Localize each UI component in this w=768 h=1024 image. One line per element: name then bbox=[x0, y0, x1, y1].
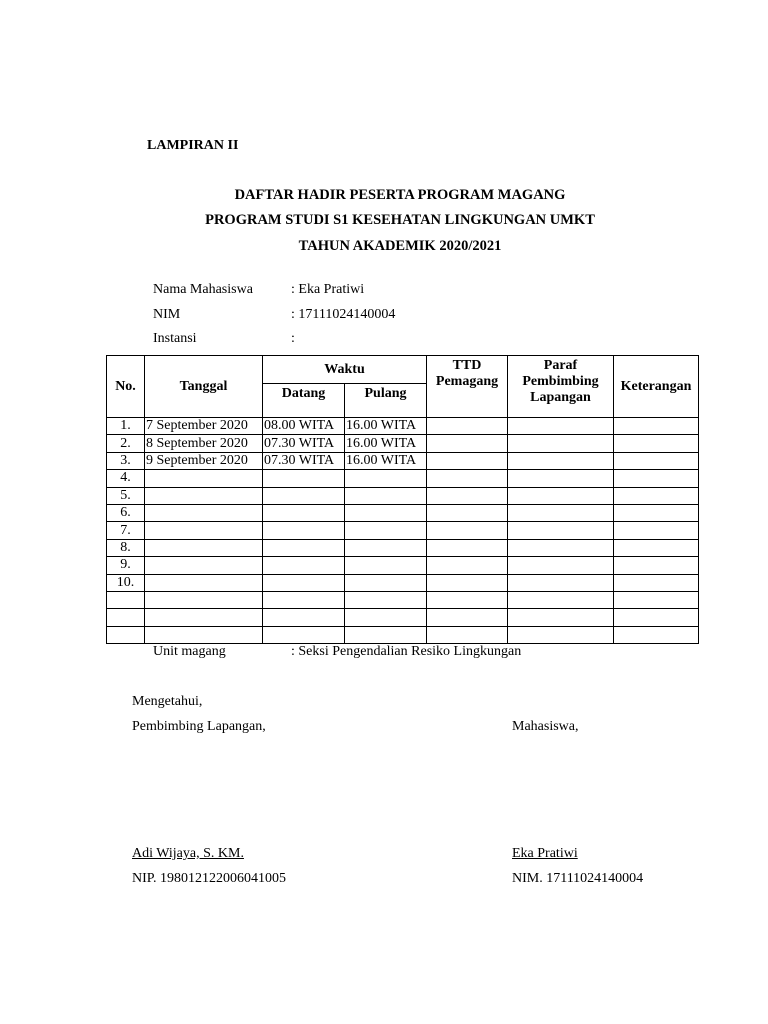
cell-keterangan bbox=[614, 418, 699, 435]
table-row bbox=[107, 609, 699, 626]
cell-pulang bbox=[345, 574, 427, 591]
cell-tanggal bbox=[145, 522, 263, 539]
cell-ttd bbox=[427, 522, 508, 539]
cell-tanggal bbox=[145, 539, 263, 556]
table-row bbox=[107, 539, 699, 556]
cell-paraf bbox=[508, 522, 614, 539]
cell-datang bbox=[263, 539, 345, 556]
title-line-3: TAHUN AKADEMIK 2020/2021 bbox=[298, 238, 502, 254]
table-row bbox=[107, 470, 699, 487]
cell-tanggal bbox=[145, 574, 263, 591]
cell-keterangan bbox=[614, 626, 699, 643]
cell-ttd bbox=[427, 574, 508, 591]
header-pulang: Pulang bbox=[345, 384, 427, 418]
cell-pulang bbox=[345, 557, 427, 574]
cell-ttd bbox=[427, 557, 508, 574]
cell-no: 10. bbox=[107, 574, 145, 591]
cell-tanggal bbox=[145, 609, 263, 626]
header-datang: Datang bbox=[263, 384, 345, 418]
cell-no bbox=[107, 591, 145, 608]
cell-keterangan bbox=[614, 487, 699, 504]
cell-ttd bbox=[427, 626, 508, 643]
cell-paraf bbox=[508, 418, 614, 435]
header-waktu: Waktu bbox=[263, 356, 427, 384]
cell-no: 4. bbox=[107, 470, 145, 487]
cell-datang bbox=[263, 557, 345, 574]
table-row bbox=[107, 435, 699, 452]
cell-no: 8. bbox=[107, 539, 145, 556]
cell-ttd bbox=[427, 487, 508, 504]
header-ttd bbox=[427, 356, 508, 418]
institution-label: Instansi bbox=[153, 331, 197, 346]
nim-value: : 17111024140004 bbox=[291, 307, 396, 322]
cell-tanggal bbox=[145, 557, 263, 574]
cell-keterangan bbox=[614, 539, 699, 556]
cell-ttd bbox=[427, 609, 508, 626]
cell-pulang bbox=[345, 470, 427, 487]
cell-paraf bbox=[508, 626, 614, 643]
institution-value: : bbox=[291, 331, 295, 346]
cell-paraf bbox=[508, 591, 614, 608]
attendance-table bbox=[106, 355, 699, 644]
cell-tanggal: 7 September 2020 bbox=[145, 418, 263, 435]
cell-no: 9. bbox=[107, 557, 145, 574]
cell-no: 7. bbox=[107, 522, 145, 539]
cell-pulang bbox=[345, 522, 427, 539]
table-row bbox=[107, 487, 699, 504]
student-role: Mahasiswa, bbox=[512, 719, 579, 734]
cell-no: 1. bbox=[107, 418, 145, 435]
table-row bbox=[107, 504, 699, 521]
table-row bbox=[107, 522, 699, 539]
unit-label: Unit magang bbox=[153, 644, 226, 659]
header-paraf-line3: Lapangan bbox=[530, 390, 591, 405]
cell-datang: 08.00 WITA bbox=[263, 418, 345, 435]
cell-datang bbox=[263, 504, 345, 521]
cell-no: 3. bbox=[107, 452, 145, 469]
cell-datang: 07.30 WITA bbox=[263, 435, 345, 452]
cell-tanggal: 9 September 2020 bbox=[145, 452, 263, 469]
cell-keterangan bbox=[614, 609, 699, 626]
supervisor-role: Pembimbing Lapangan, bbox=[132, 719, 266, 734]
cell-no bbox=[107, 609, 145, 626]
table-row bbox=[107, 591, 699, 608]
student-name: Eka Pratiwi bbox=[512, 846, 578, 861]
attendance-rows bbox=[107, 418, 699, 644]
cell-datang bbox=[263, 591, 345, 608]
cell-keterangan bbox=[614, 574, 699, 591]
header-paraf-line2: Pembimbing bbox=[522, 374, 599, 389]
cell-ttd bbox=[427, 504, 508, 521]
cell-pulang bbox=[345, 591, 427, 608]
title-line-2: PROGRAM STUDI S1 KESEHATAN LINGKUNGAN UMKT bbox=[205, 212, 595, 228]
cell-ttd bbox=[427, 435, 508, 452]
header-tanggal: Tanggal bbox=[145, 356, 263, 418]
cell-keterangan bbox=[614, 557, 699, 574]
cell-tanggal bbox=[145, 487, 263, 504]
cell-paraf bbox=[508, 452, 614, 469]
cell-pulang: 16.00 WITA bbox=[345, 418, 427, 435]
nim-label: NIM bbox=[153, 307, 181, 322]
cell-keterangan bbox=[614, 452, 699, 469]
cell-tanggal bbox=[145, 626, 263, 643]
cell-datang: 07.30 WITA bbox=[263, 452, 345, 469]
table-row bbox=[107, 626, 699, 643]
cell-tanggal bbox=[145, 504, 263, 521]
table-row bbox=[107, 574, 699, 591]
cell-tanggal bbox=[145, 591, 263, 608]
cell-keterangan bbox=[614, 504, 699, 521]
supervisor-name: Adi Wijaya, S. KM. bbox=[132, 846, 244, 861]
cell-datang bbox=[263, 574, 345, 591]
cell-paraf bbox=[508, 609, 614, 626]
cell-no: 5. bbox=[107, 487, 145, 504]
cell-paraf bbox=[508, 487, 614, 504]
name-value: : Eka Pratiwi bbox=[291, 282, 365, 297]
cell-paraf bbox=[508, 470, 614, 487]
table-row bbox=[107, 557, 699, 574]
cell-ttd bbox=[427, 418, 508, 435]
cell-ttd bbox=[427, 539, 508, 556]
cell-pulang: 16.00 WITA bbox=[345, 452, 427, 469]
header-no: No. bbox=[107, 356, 145, 418]
cell-keterangan bbox=[614, 470, 699, 487]
cell-pulang bbox=[345, 504, 427, 521]
cell-tanggal: 8 September 2020 bbox=[145, 435, 263, 452]
cell-ttd bbox=[427, 452, 508, 469]
cell-no: 2. bbox=[107, 435, 145, 452]
supervisor-id: NIP. 198012122006041005 bbox=[132, 871, 287, 886]
cell-pulang bbox=[345, 487, 427, 504]
cell-no bbox=[107, 626, 145, 643]
cell-pulang bbox=[345, 609, 427, 626]
cell-keterangan bbox=[614, 522, 699, 539]
cell-datang bbox=[263, 487, 345, 504]
header-ttd-line1: TTD bbox=[452, 358, 482, 373]
cell-pulang bbox=[345, 539, 427, 556]
header-keterangan: Keterangan bbox=[614, 356, 699, 418]
title-line-1: DAFTAR HADIR PESERTA PROGRAM MAGANG bbox=[234, 187, 566, 203]
cell-keterangan bbox=[614, 435, 699, 452]
appendix-label: LAMPIRAN II bbox=[147, 138, 239, 153]
cell-no: 6. bbox=[107, 504, 145, 521]
header-paraf bbox=[508, 356, 614, 418]
cell-ttd bbox=[427, 470, 508, 487]
cell-keterangan bbox=[614, 591, 699, 608]
cell-paraf bbox=[508, 504, 614, 521]
student-id: NIM. 17111024140004 bbox=[512, 871, 644, 886]
cell-paraf bbox=[508, 574, 614, 591]
cell-datang bbox=[263, 609, 345, 626]
table-row bbox=[107, 418, 699, 435]
cell-paraf bbox=[508, 435, 614, 452]
cell-paraf bbox=[508, 557, 614, 574]
cell-datang bbox=[263, 470, 345, 487]
cell-pulang: 16.00 WITA bbox=[345, 435, 427, 452]
cell-datang bbox=[263, 522, 345, 539]
acknowledged-text: Mengetahui, bbox=[132, 694, 203, 709]
cell-pulang bbox=[345, 626, 427, 643]
name-label: Nama Mahasiswa bbox=[153, 282, 253, 297]
cell-ttd bbox=[427, 591, 508, 608]
cell-paraf bbox=[508, 539, 614, 556]
cell-datang bbox=[263, 626, 345, 643]
table-row bbox=[107, 452, 699, 469]
header-paraf-line1: Paraf bbox=[543, 358, 578, 373]
unit-value: : Seksi Pengendalian Resiko Lingkungan bbox=[291, 644, 522, 659]
cell-tanggal bbox=[145, 470, 263, 487]
header-ttd-line2: Pemagang bbox=[435, 374, 499, 389]
